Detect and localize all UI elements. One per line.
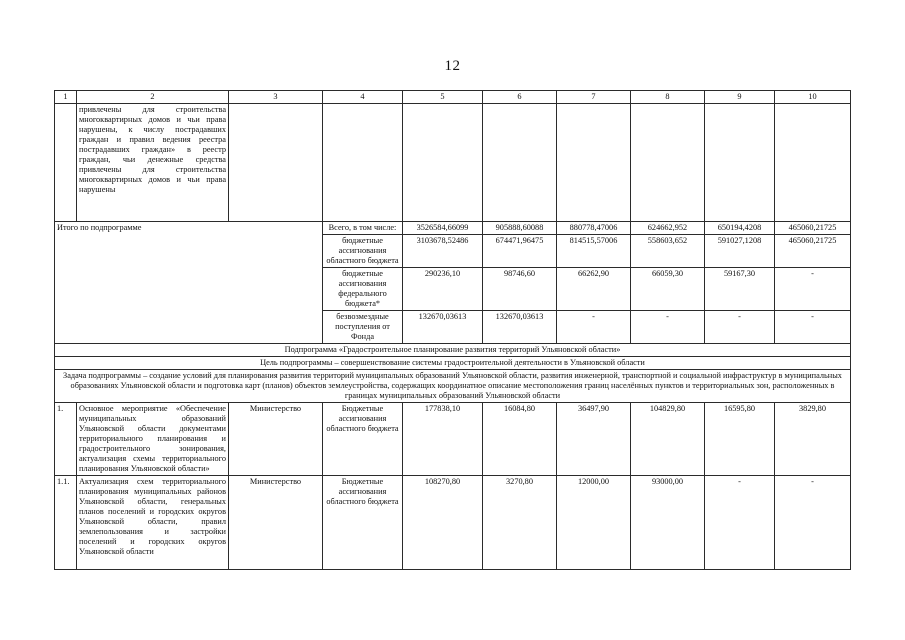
- value-cell: 177838,10: [403, 403, 483, 476]
- value-cell: 3270,80: [483, 476, 557, 570]
- value-cell: -: [775, 476, 851, 570]
- value-cell: -: [557, 311, 631, 344]
- subprogram-goal-row: [55, 357, 851, 370]
- funding-source: Бюджетные ассигнования областного бюджета: [323, 476, 403, 570]
- value-cell: 624662,952: [631, 222, 705, 235]
- value-cell: 132670,03613: [403, 311, 483, 344]
- value-cell: 66059,30: [631, 268, 705, 311]
- value-cell: 3829,80: [775, 403, 851, 476]
- value-cell: 12000,00: [557, 476, 631, 570]
- funding-source: бюджетные ассигнования федерального бюджета*: [323, 268, 403, 311]
- funding-source: Всего, в том числе:: [323, 222, 403, 235]
- value-cell: 591027,1208: [705, 235, 775, 268]
- value-cell: 98746,60: [483, 268, 557, 311]
- item-name: Актуализация схем территориального планирования муниципальных районов Ульяновской области, генеральных планов поселений и городских округов Ульяновской области, правил землепользования и застройки поселений и городских округов Ульяновской области: [77, 476, 229, 570]
- header-cell: 6: [483, 91, 557, 104]
- value-cell: 3103678,52486: [403, 235, 483, 268]
- empty-cell: [705, 104, 775, 222]
- empty-cell: [323, 104, 403, 222]
- value-cell: -: [705, 476, 775, 570]
- empty-cell: [403, 104, 483, 222]
- value-cell: 290236,10: [403, 268, 483, 311]
- continuation-text: привлечены для строительства многоквартирных домов и чьи права нарушены, к числу пострадавших граждан и правил ведения реестра пострадавших граждан» в реестр граждан, чьи денежные средства привлечены для строительства многоквартирных домов и чьи права нарушены: [77, 104, 229, 222]
- header-cell: 3: [229, 91, 323, 104]
- continuation-row: [55, 104, 851, 222]
- value-cell: 650194,4208: [705, 222, 775, 235]
- header-cell: 2: [77, 91, 229, 104]
- value-cell: 108270,80: [403, 476, 483, 570]
- value-cell: 104829,80: [631, 403, 705, 476]
- value-cell: 3526584,66099: [403, 222, 483, 235]
- item-number: 1.: [55, 403, 77, 476]
- value-cell: 16084,80: [483, 403, 557, 476]
- value-cell: 674471,96475: [483, 235, 557, 268]
- value-cell: 59167,30: [705, 268, 775, 311]
- value-cell: 16595,80: [705, 403, 775, 476]
- value-cell: 814515,57006: [557, 235, 631, 268]
- header-cell: 9: [705, 91, 775, 104]
- empty-cell: [775, 104, 851, 222]
- value-cell: -: [775, 268, 851, 311]
- value-cell: 66262,90: [557, 268, 631, 311]
- subprogram-task: Задача подпрограммы – создание условий для планирования развития территорий муниципальных образований Ульяновской области, развития инженерной, транспортной и социальной инфраструктур в муниципальных образованиях Ульяновской области и подготовка карт (планов) объектов землеустройства, содержащих координатное описание местоположения границ населённых пунктов и территориальных зон, расположенных в границах муниципальных образований Ульяновской области: [55, 370, 851, 403]
- subprogram-task-row: [55, 370, 851, 403]
- funding-source: бюджетные ассигнования областного бюджета: [323, 235, 403, 268]
- header-cell: 1: [55, 91, 77, 104]
- subtotal-row: [55, 222, 851, 235]
- subprogram-title-row: [55, 344, 851, 357]
- value-cell: 36497,90: [557, 403, 631, 476]
- funding-source: Бюджетные ассигнования областного бюджета: [323, 403, 403, 476]
- subprogram-goal: Цель подпрограммы – совершенствование системы градостроительной деятельности в Ульяновской области: [55, 357, 851, 370]
- value-cell: -: [631, 311, 705, 344]
- empty-cell: [483, 104, 557, 222]
- item-name: Основное мероприятие «Обеспечение муниципальных образований Ульяновской области документами территориального планирования и градостроительного зонирования, актуализация схемы территориального планирования Ульяновской области»: [77, 403, 229, 476]
- empty-cell: [557, 104, 631, 222]
- subtotal-label: Итого по подпрограмме: [55, 222, 323, 344]
- header-cell: 7: [557, 91, 631, 104]
- value-cell: 880778,47006: [557, 222, 631, 235]
- empty-cell: [229, 104, 323, 222]
- header-cell: 10: [775, 91, 851, 104]
- funding-source: безвозмездные поступления от Фонда: [323, 311, 403, 344]
- item-executor: Министерство: [229, 403, 323, 476]
- item-number: 1.1.: [55, 476, 77, 570]
- value-cell: -: [705, 311, 775, 344]
- value-cell: 558603,652: [631, 235, 705, 268]
- value-cell: 465060,21725: [775, 235, 851, 268]
- value-cell: 465060,21725: [775, 222, 851, 235]
- item-executor: Министерство: [229, 476, 323, 570]
- subprogram-title: Подпрограмма «Градостроительное планирование развития территорий Ульяновской области»: [55, 344, 851, 357]
- value-cell: 905888,60088: [483, 222, 557, 235]
- header-cell: 4: [323, 91, 403, 104]
- empty-cell: [55, 104, 77, 222]
- empty-cell: [631, 104, 705, 222]
- table-row: [55, 476, 851, 570]
- program-table: [54, 90, 851, 570]
- value-cell: 132670,03613: [483, 311, 557, 344]
- value-cell: -: [775, 311, 851, 344]
- value-cell: 93000,00: [631, 476, 705, 570]
- table-header-row: [55, 91, 851, 104]
- page-number: 12: [444, 58, 461, 74]
- header-cell: 8: [631, 91, 705, 104]
- table-row: [55, 403, 851, 476]
- header-cell: 5: [403, 91, 483, 104]
